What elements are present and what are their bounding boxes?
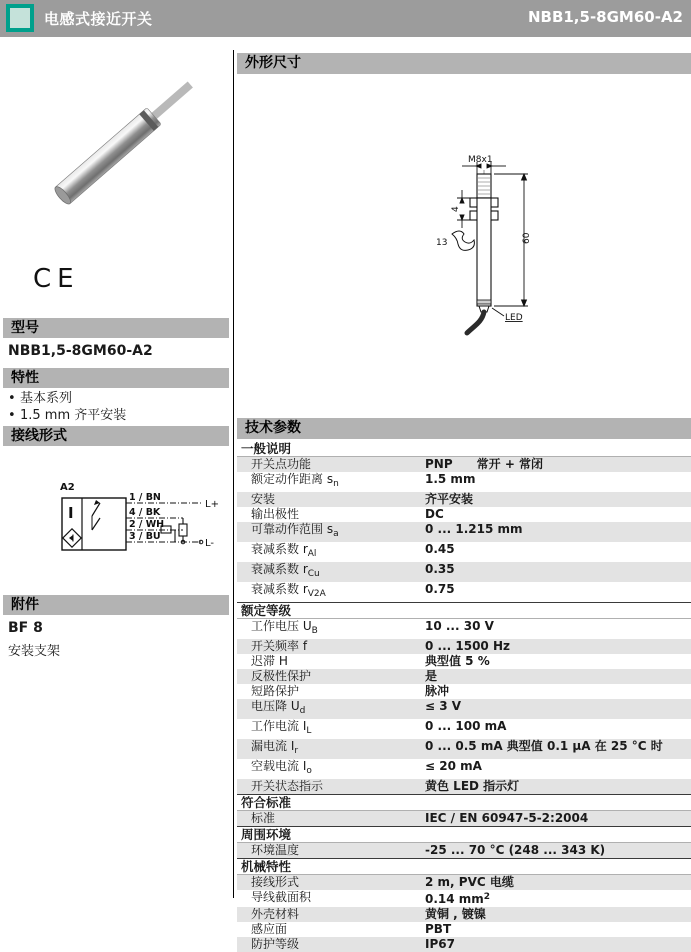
tech-row-value: 0 ... 0.5 mA 典型值 0.1 µA 在 25 °C 时 xyxy=(425,739,663,753)
section-heading-model: 型号 xyxy=(3,318,229,338)
section-heading-tech: 技术参数 xyxy=(237,418,691,439)
dim-thread-label: M8x1 xyxy=(468,155,493,165)
tech-row-value: IP67 xyxy=(425,937,455,951)
wrench-icon xyxy=(452,231,474,250)
tech-row xyxy=(237,654,691,669)
section-heading-connection: 接线形式 xyxy=(3,426,229,446)
tech-row xyxy=(237,739,691,759)
tech-row xyxy=(237,472,691,492)
tech-row-value: ≤ 3 V xyxy=(425,699,462,713)
section-heading-dimensions: 外形尺寸 xyxy=(237,53,691,74)
tech-row-label: 输出极性 xyxy=(251,507,300,521)
tech-row-value: 0.35 xyxy=(425,562,455,576)
tech-row xyxy=(237,582,691,602)
tech-row-value: PNP xyxy=(425,457,453,471)
bullet-icon: • xyxy=(8,408,16,423)
tech-row xyxy=(237,937,691,952)
accessory-description: 安装支架 xyxy=(8,644,61,659)
tech-section-header xyxy=(237,602,691,619)
page-header xyxy=(0,0,691,37)
tech-row-label: 衰减系数 $r_{Al}$ xyxy=(251,542,317,559)
tech-row xyxy=(237,457,691,472)
tech-section-header xyxy=(237,441,691,457)
tech-section-label: 一般说明 xyxy=(241,441,292,456)
tech-row xyxy=(237,507,691,522)
tech-row-value: 脉冲 xyxy=(425,684,450,698)
tech-row-value: 0 ... 1500 Hz xyxy=(425,639,510,653)
tech-row-label: 额定动作距离 $s_n$ xyxy=(251,472,339,489)
wire-label-bu: 3 / BU xyxy=(129,531,161,542)
dim-nut-label: 4 xyxy=(451,206,461,212)
tech-row-label: 标准 xyxy=(251,811,276,825)
tech-row-label: 迟滞 H xyxy=(251,654,288,668)
model-value: NBB1,5-8GM60-A2 xyxy=(8,343,153,359)
wire-label-bn: 1 / BN xyxy=(129,492,161,503)
ce-mark: CE xyxy=(33,264,80,294)
tech-row xyxy=(237,843,691,858)
tech-row xyxy=(237,492,691,507)
tech-row-value: 1.5 mm xyxy=(425,472,476,486)
page-title: 电感式接近开关 xyxy=(44,10,153,28)
tech-row-label: 短路保护 xyxy=(251,684,300,698)
tech-row-label: 反极性保护 xyxy=(251,669,312,683)
wire-label-wh: 2 / WH xyxy=(129,519,165,530)
feature-item xyxy=(6,390,226,407)
tech-row-value: 黄色 LED 指示灯 xyxy=(425,779,520,793)
dimension-drawing xyxy=(412,152,572,337)
tech-row-label: 漏电流 $I_r$ xyxy=(251,739,299,756)
tech-row-value: ≤ 20 mA xyxy=(425,759,482,773)
wiring-diagram-label: A2 xyxy=(60,482,75,493)
tech-row-value: 0 ... 100 mA xyxy=(425,719,507,733)
tech-row-label: 环境温度 xyxy=(251,843,300,857)
tech-row xyxy=(237,922,691,937)
tech-row-label: 可靠动作范围 $s_a$ xyxy=(251,522,339,539)
tech-row xyxy=(237,669,691,684)
tech-row-label: 衰减系数 $r_{V2A}$ xyxy=(251,582,326,599)
tech-section-header xyxy=(237,858,691,875)
tech-row xyxy=(237,719,691,739)
tech-row-value: 10 ... 30 V xyxy=(425,619,494,633)
feature-text: 基本系列 xyxy=(20,391,73,406)
tech-row-label: 开关状态指示 xyxy=(251,779,324,793)
tech-row-label: 外壳材料 xyxy=(251,907,300,921)
tech-section-label: 符合标准 xyxy=(241,795,292,810)
tech-row-label: 工作电压 $U_B$ xyxy=(251,619,318,636)
tech-section-label: 额定等级 xyxy=(241,603,292,618)
tech-row-value: 0.45 xyxy=(425,542,455,556)
features-list xyxy=(6,390,226,424)
tech-row xyxy=(237,759,691,779)
tech-row-value: 0.75 xyxy=(425,582,455,596)
tech-row xyxy=(237,639,691,654)
terminal-plus-label: L+ xyxy=(205,499,219,510)
tech-section-header xyxy=(237,794,691,811)
wiring-diagram xyxy=(55,478,225,573)
tech-row-label: 感应面 xyxy=(251,922,288,936)
tech-row-value: 齐平安装 xyxy=(425,492,474,506)
tech-row xyxy=(237,875,691,890)
tech-row xyxy=(237,890,691,907)
tech-row-value: PBT xyxy=(425,922,452,936)
tech-row-value: IEC / EN 60947-5-2:2004 xyxy=(425,811,589,825)
column-divider xyxy=(233,50,234,898)
tech-section-label: 机械特性 xyxy=(241,859,292,874)
tech-row-label: 工作电流 $I_L$ xyxy=(251,719,312,736)
tech-row-value: 2 m, PVC 电缆 xyxy=(425,875,514,889)
dim-wrench-label: 13 xyxy=(436,238,448,248)
tech-row xyxy=(237,684,691,699)
tech-row-value: DC xyxy=(425,507,444,521)
tech-row xyxy=(237,779,691,794)
section-heading-features: 特性 xyxy=(3,368,229,388)
tech-row xyxy=(237,699,691,719)
terminal-minus-label: L- xyxy=(205,538,215,549)
tech-row xyxy=(237,907,691,922)
tech-row-value: -25 ... 70 °C (248 ... 343 K) xyxy=(425,843,606,857)
bullet-icon: • xyxy=(8,391,16,406)
tech-row-label: 开关频率 f xyxy=(251,639,308,653)
tech-row xyxy=(237,542,691,562)
tech-row xyxy=(237,811,691,826)
tech-row xyxy=(237,522,691,542)
product-photo xyxy=(40,58,210,258)
part-number: NBB1,5-8GM60-A2 xyxy=(527,8,683,26)
tech-row-value: 0 ... 1.215 mm xyxy=(425,522,523,536)
tech-row-label: 电压降 $U_d$ xyxy=(251,699,306,716)
tech-data-table xyxy=(237,441,691,952)
tech-row xyxy=(237,619,691,639)
tech-row-value: 是 xyxy=(425,669,438,683)
tech-row xyxy=(237,562,691,582)
tech-row-label: 空载电流 $I_o$ xyxy=(251,759,312,776)
tech-section-header xyxy=(237,826,691,843)
tech-row-label: 安装 xyxy=(251,492,276,506)
dim-led-label: LED xyxy=(505,313,523,323)
tech-row-value: 典型值 5 % xyxy=(425,654,490,668)
tech-row-value: 黄铜 , 镀镍 xyxy=(425,907,486,921)
tech-row-label: 防护等级 xyxy=(251,937,300,951)
section-heading-accessories: 附件 xyxy=(3,595,229,615)
tech-row-label: 开关点功能 xyxy=(251,457,312,471)
accessory-model: BF 8 xyxy=(8,620,43,636)
feature-item xyxy=(6,407,226,424)
dim-length-label: 60 xyxy=(522,232,532,244)
tech-row-label: 导线截面积 xyxy=(251,890,312,904)
tech-row-label: 接线形式 xyxy=(251,875,300,889)
brand-logo-icon xyxy=(6,4,34,32)
tech-row-value-2: 常开 + 常闭 xyxy=(476,457,544,471)
wire-label-bk: 4 / BK xyxy=(129,507,161,518)
feature-text: 1.5 mm 齐平安装 xyxy=(20,408,127,423)
tech-row-label: 衰减系数 $r_{Cu}$ xyxy=(251,562,320,579)
tech-section-label: 周围环境 xyxy=(241,827,292,842)
svg-text:I: I xyxy=(68,504,74,522)
tech-row-value: 0.14 $mm^2$ xyxy=(425,892,491,906)
